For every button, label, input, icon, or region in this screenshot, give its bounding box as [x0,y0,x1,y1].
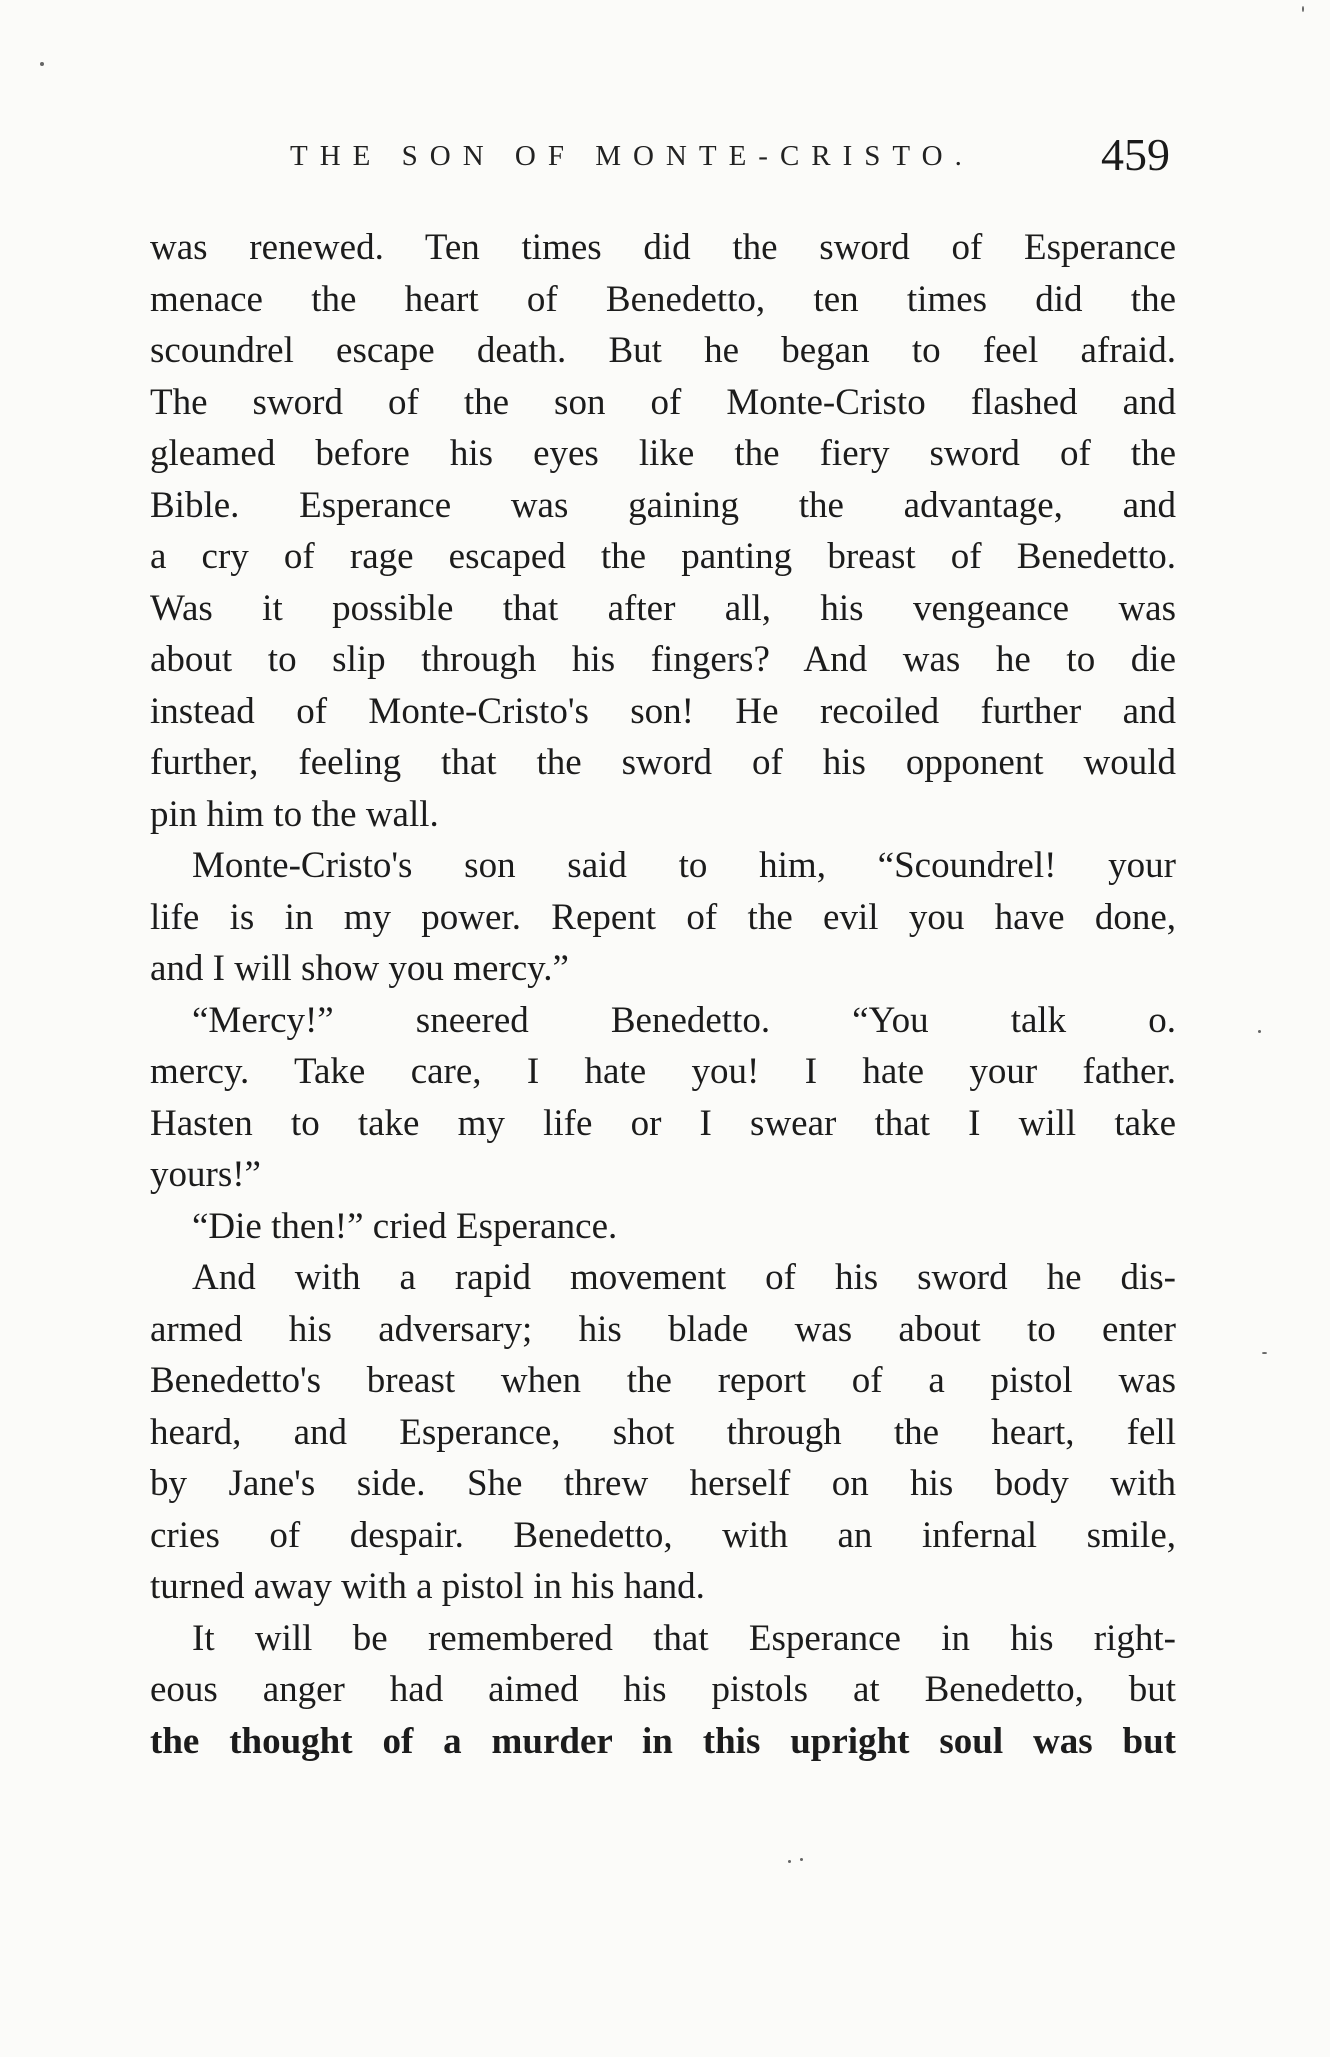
page-number: 459 [1101,129,1170,180]
text-line: “Mercy!” sneered Benedetto. “You talk o. [192,999,1176,1041]
text-line: gleamed before his eyes like the fiery sword of the [150,433,1176,474]
text-line: about to slip through his fingers? And was he to die [150,639,1176,680]
text-line: It will be remembered that Esperance in his right- [192,1617,1176,1659]
text-line: mercy. Take care, I hate you! I hate your father. [150,1051,1176,1092]
text-line: the thought of a murder in this upright soul was but [150,1720,1176,1762]
text-line: “Die then!” cried Esperance. [192,1205,618,1247]
page-speck [788,1860,791,1863]
text-line: Was it possible that after all, his vengeance was [150,587,1176,629]
text-line: life is in my power. Repent of the evil you have done, [150,896,1176,938]
body-text [150,222,1176,1767]
text-line: cries of despair. Benedetto, with an infernal smile, [150,1514,1176,1556]
text-line: Monte-Cristo's son said to him, “Scoundrel! your [192,845,1176,886]
text-line: armed his adversary; his blade was about to enter [150,1308,1176,1350]
text-line: scoundrel escape death. But he began to feel afraid. [150,330,1176,371]
text-line: a cry of rage escaped the panting breast of Benedetto. [150,536,1176,577]
text-line: was renewed. Ten times did the sword of Esperance [150,227,1176,268]
text-line: Bible. Esperance was gaining the advantage, and [150,484,1176,526]
text-line: menace the heart of Benedetto, ten times did the [150,278,1176,320]
running-title: THE SON OF MONTE-CRISTO. [290,140,974,172]
text-line: instead of Monte-Cristo's son! He recoiled further and [150,690,1176,732]
text-line: turned away with a pistol in his hand. [150,1566,705,1607]
text-line: by Jane's side. She threw herself on his body with [150,1463,1176,1504]
page-speck [1258,1030,1261,1033]
text-line: further, feeling that the sword of his opponent would [150,742,1176,783]
text-line: The sword of the son of Monte-Cristo flashed and [150,381,1176,423]
running-head [290,128,1170,198]
text-line: Hasten to take my life or I swear that I will take [150,1102,1176,1144]
text-line: heard, and Esperance, shot through the heart, fell [150,1411,1176,1453]
text-line: pin him to the wall. [150,793,439,835]
text-line: eous anger had aimed his pistols at Benedetto, but [150,1669,1176,1710]
page-speck [1302,6,1304,12]
text-line: yours!” [150,1154,261,1195]
text-line: Benedetto's breast when the report of a pistol was [150,1360,1176,1401]
text-line: And with a rapid movement of his sword he dis- [192,1257,1176,1298]
page-speck [40,62,44,66]
page-speck [800,1858,803,1861]
text-line: and I will show you mercy.” [150,948,569,989]
page-speck [1262,1352,1267,1354]
